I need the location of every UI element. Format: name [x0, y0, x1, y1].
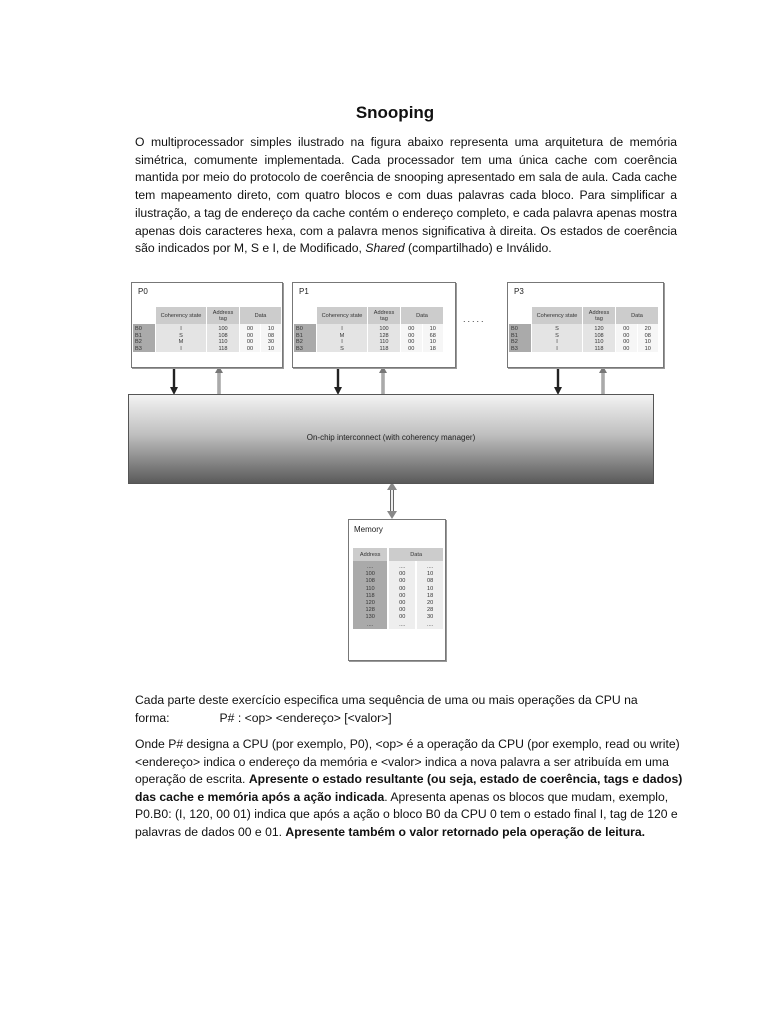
block-data-hi: 00 [616, 339, 637, 346]
p3-up-arrow [599, 366, 607, 394]
block-data-hi: 00 [240, 333, 260, 340]
col-data: Data [389, 548, 443, 561]
block-data-lo: 10 [261, 346, 281, 353]
block-tag: 108 [207, 333, 239, 340]
memory-address: 128 [353, 607, 387, 614]
block-label: B3 [294, 346, 316, 353]
memory-data-hi: 00 [389, 593, 415, 600]
memory-data-hi: 00 [389, 607, 415, 614]
format-line-2 [135, 710, 695, 728]
block-tag: 118 [207, 346, 239, 353]
block-data-lo: 10 [423, 339, 444, 346]
block-label: B2 [509, 339, 531, 346]
col-data: Data [240, 307, 281, 324]
memory-address: 118 [353, 593, 387, 600]
block-tag: 118 [368, 346, 400, 353]
block-label: B3 [133, 346, 155, 353]
block-label: B0 [133, 324, 155, 333]
format-line-1: Cada parte deste exercício especifica uma sequência de uma ou mais operações da CPU na [135, 693, 638, 707]
block-tag: 100 [368, 324, 400, 333]
block-state: S [317, 346, 367, 353]
col-data: Data [616, 307, 658, 324]
block-data-lo: 10 [638, 346, 659, 353]
processor-p0 [131, 282, 283, 368]
block-data-lo: 10 [423, 324, 444, 333]
memory-data-lo: .... [417, 622, 443, 629]
memory-box [348, 519, 446, 661]
processor-p1 [292, 282, 456, 368]
instructions-text-1: Onde P# designa a CPU (por exemplo, P0), <op> é a operação da CPU (por exemplo, read ou write) <endereço> indica o endereço da memória e <valor> indica a nova palavra a ser atribuída em uma operação de escrita. [135, 737, 680, 786]
block-data-hi: 00 [240, 324, 260, 333]
cache-table-p3 [508, 307, 659, 352]
memory-table [351, 548, 445, 629]
block-tag: 120 [583, 324, 615, 333]
processor-name: P3 [514, 287, 524, 296]
block-tag: 118 [583, 346, 615, 353]
memory-address: 120 [353, 600, 387, 607]
block-data-hi: 00 [401, 339, 422, 346]
block-state: M [156, 339, 206, 346]
block-data-hi: 00 [401, 346, 422, 353]
block-data-lo: 68 [423, 333, 444, 340]
processor-name: P1 [299, 287, 309, 296]
cache-table-p0 [132, 307, 282, 352]
block-state: I [532, 339, 582, 346]
operation-format-paragraph [135, 692, 695, 727]
memory-data-hi: 00 [389, 600, 415, 607]
memory-data-lo: 28 [417, 607, 443, 614]
block-data-hi: 00 [240, 339, 260, 346]
block-label: B1 [509, 333, 531, 340]
block-data-lo: 18 [423, 346, 444, 353]
processor-name: P0 [138, 287, 148, 296]
memory-address: 100 [353, 571, 387, 578]
block-data-hi: 00 [401, 324, 422, 333]
p1-down-arrow [334, 366, 342, 395]
instructions-bold-2: Apresente também o valor retornado pela operação de leitura. [285, 824, 646, 839]
col-coherency-state: Coherency state [532, 307, 582, 324]
block-state: S [532, 333, 582, 340]
memory-title: Memory [354, 525, 383, 534]
block-state: I [317, 339, 367, 346]
block-label: B0 [509, 324, 531, 333]
block-data-hi: 00 [401, 333, 422, 340]
block-data-hi: 00 [616, 333, 637, 340]
memory-data-hi: 00 [389, 571, 415, 578]
memory-address: .... [353, 622, 387, 629]
block-tag: 108 [583, 333, 615, 340]
block-tag: 110 [583, 339, 615, 346]
block-tag: 110 [368, 339, 400, 346]
memory-data-hi: 00 [389, 578, 415, 585]
block-tag: 100 [207, 324, 239, 333]
block-data-hi: 00 [240, 346, 260, 353]
intro-text: O multiprocessador simples ilustrado na figura abaixo representa uma arquitetura de memória simétrica, comumente implementada. Cada processador tem uma única cache com coerência mantida por meio do protocolo de coerência de snooping apresentado em sala de aula. Cada cache tem mapeamento direto, com quatro blocos e com duas palavras cada bloco. Para simplificar a ilustração, a tag de endereço da cache contém o endereço completo, e cada palavra apenas mostra apenas dois caracteres hexa, com a palavra menos significativa à direita. Os estados de coerência são indicados por M, S e I, de Modificado, [135, 135, 677, 256]
interconnect-label: On-chip interconnect (with coherency manager) [306, 433, 476, 442]
block-label: B3 [509, 346, 531, 353]
memory-data-lo: 10 [417, 586, 443, 593]
block-state: M [317, 333, 367, 340]
p1-up-arrow [379, 366, 387, 394]
p0-up-arrow [215, 366, 223, 394]
block-label: B2 [133, 339, 155, 346]
block-data-lo: 08 [261, 333, 281, 340]
memory-data-lo: 08 [417, 578, 443, 585]
block-label: B2 [294, 339, 316, 346]
block-tag: 110 [207, 339, 239, 346]
format-label: forma: [135, 710, 170, 725]
block-state: I [156, 324, 206, 333]
block-state: I [317, 324, 367, 333]
memory-data-lo: 18 [417, 593, 443, 600]
block-state: S [156, 333, 206, 340]
block-state: S [532, 324, 582, 333]
block-data-lo: 10 [638, 339, 659, 346]
block-data-hi: 00 [616, 324, 637, 333]
on-chip-interconnect [128, 394, 654, 484]
col-address-tag: Address tag [207, 307, 239, 324]
block-data-lo: 10 [261, 324, 281, 333]
memory-data-lo: 10 [417, 571, 443, 578]
instructions-paragraph [135, 736, 695, 841]
col-coherency-state: Coherency state [317, 307, 367, 324]
block-label: B0 [294, 324, 316, 333]
memory-address: 110 [353, 586, 387, 593]
block-data-lo: 08 [638, 333, 659, 340]
memory-address: 108 [353, 578, 387, 585]
block-data-lo: 20 [638, 324, 659, 333]
memory-data-hi: 00 [389, 586, 415, 593]
format-value: P# : <op> <endereço> [<valor>] [219, 710, 392, 725]
block-label: B1 [133, 333, 155, 340]
p3-down-arrow [554, 366, 562, 395]
memory-address: .... [353, 561, 387, 571]
more-processors-ellipsis: ..... [463, 314, 486, 324]
col-address-tag: Address tag [583, 307, 615, 324]
col-coherency-state: Coherency state [156, 307, 206, 324]
memory-data-lo: 20 [417, 600, 443, 607]
col-address: Address [353, 548, 387, 561]
memory-data-lo: .... [417, 561, 443, 571]
instructions-bold-1: Apresente o estado resultante (ou seja, estado de coerência, tags e dados) das cache e memória após a ação indicada [135, 772, 683, 804]
processor-p3 [507, 282, 664, 368]
block-data-hi: 00 [616, 346, 637, 353]
intro-text-end: (compartilhado) e Inválido. [404, 241, 552, 256]
memory-address: 130 [353, 614, 387, 621]
memory-bidirectional-arrow [387, 482, 397, 519]
memory-data-hi: .... [389, 561, 415, 571]
memory-data-hi: .... [389, 622, 415, 629]
instructions-text-2: . Apresenta apenas os blocos que mudam, exemplo, P0.B0: (I, 120, 00 01) indica que após a ação o bloco B0 da CPU 0 tem o estado final I, tag de 120 e palavras de dados 00 e 01. [135, 789, 678, 839]
block-state: I [532, 346, 582, 353]
page-title: Snooping [355, 103, 435, 122]
block-label: B1 [294, 333, 316, 340]
block-tag: 128 [368, 333, 400, 340]
memory-data-hi: 00 [389, 614, 415, 621]
cache-table-p1 [293, 307, 444, 352]
memory-data-lo: 30 [417, 614, 443, 621]
block-data-lo: 30 [261, 339, 281, 346]
col-address-tag: Address tag [368, 307, 400, 324]
col-data: Data [401, 307, 443, 324]
block-state: I [156, 346, 206, 353]
intro-italic: Shared [365, 241, 405, 256]
p0-down-arrow [170, 366, 178, 395]
